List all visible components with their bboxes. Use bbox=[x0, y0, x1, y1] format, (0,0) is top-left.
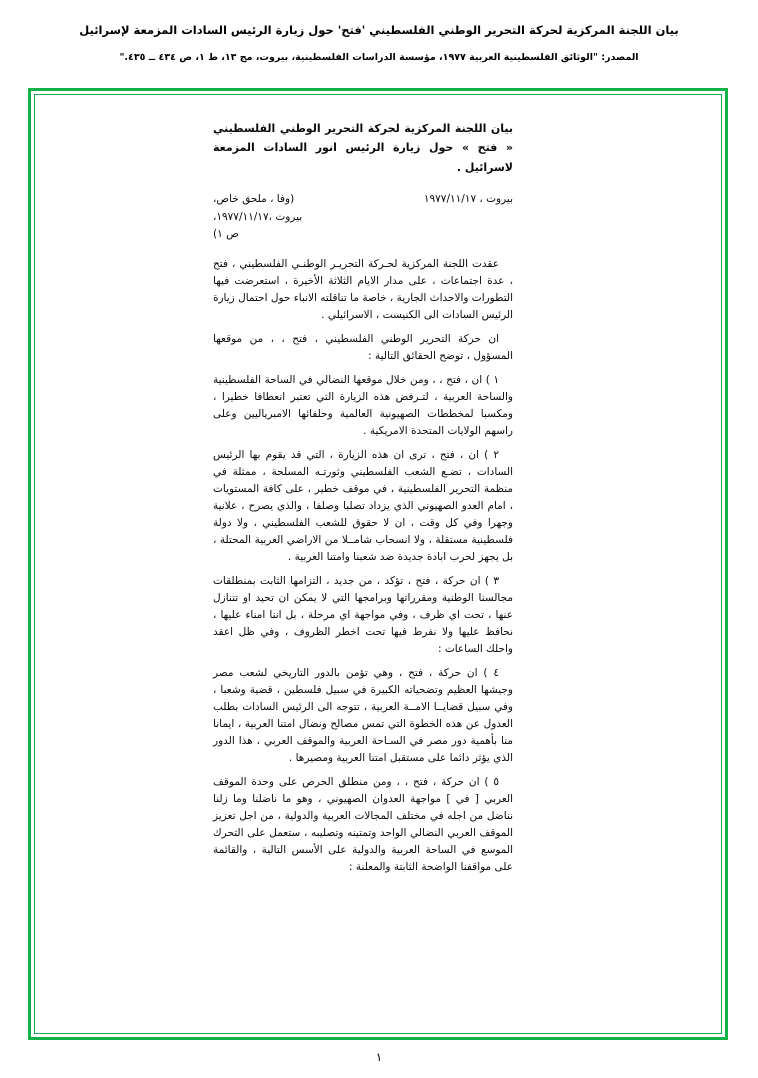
header-source: المصدر: "الوثائق الفلسطينية العربية ١٩٧٧، مؤسسة الدراسات الفلسطينية، بيروت، مج ١٣، ط ١، ص ٤٣٤ ــ ٤٣٥." bbox=[119, 52, 639, 64]
dateline-place-date: بيروت ، ١٩٧٧/١١/١٧ bbox=[423, 192, 513, 205]
paragraph: عقدت اللجنة المركزية لحـركة التحريـر الوطنـي الفلسطيني ، فتح ، عدة اجتماعات ، على مدار الايام الثلاثة الأخيرة ، استعرضت فيها التطورات والاحداث الجارية ، خاصة ما تناقلته الانباء حول احتمال زيارة الرئيس السادات الى الكنيست ، الاسرائيلي . bbox=[212, 258, 513, 322]
paragraph: ٤ ) ان حركة ، فتح ، وهي تؤمن بالدور التاريخي لشعب مصر وجيشها العظيم وتضحياته الكبيرة في سبيل فلسطين ، قضية وشعبا ، وفي سبيل قضايــا الامــة العربية ، تتوجه الى الرئيس السادات بطلب العدول عن هذه الخطوة التي تمس مصالح ونضال امتنا العربية ، ايمانا منا بأهمية دور مصر في السـاحة العربية والموقف العربي ، هذا الدور الذي يؤثر دائما على مستقبل امتنا العربية ومصيرها . bbox=[213, 667, 513, 765]
paragraph: ٢ ) ان ، فتح ، ترى ان هذه الزيارة ، التي قد يقوم بها الرئيس السادات ، تضـع الشعب الفلسطيني وثورتـه المسلحة ، ممثلة في منظمة التحرير الفلسطينية ، في موقف خطير ، على كافة المستويات ، امام العدو الصهيوني الذي يزداد تصلبا وصلفا ، والذي يصرح ، علانية وجهرا وفي كل وقت ، ان لا حقوق للشعب الفلسطيني ، ولا دولة فلسطينية مستقلة ، ولا انسحاب شامــلا من الاراضي العربية المحتلة ، بل يجهز لحرب ابادة جديدة ضد شعبنا وامتنا العربية . bbox=[213, 449, 513, 564]
text-column bbox=[213, 119, 513, 876]
page-number: ١ bbox=[375, 1050, 383, 1064]
dateline-source-line-3: ص ١) bbox=[213, 228, 239, 241]
document-header bbox=[0, 0, 758, 63]
paragraph: ٣ ) ان حركة ، فتح ، تؤكد ، من جديد ، التزامها الثابت بمنطلقات مجالسنا الوطنية ومقرراتها وبرامجها التي لا يمكن ان تحيد او تتنازل عنها ، تحت اي ظرف ، وفي مواجهة اي مرحلة ، بل اننا امناء عليها ، نحافظ عليها ولا نفرط فيها تحت اخطر الظروف ، وفي ظل اعقد واحلك الساعات : bbox=[213, 575, 513, 656]
document-content bbox=[31, 91, 731, 1037]
header-title: بيان اللجنة المركزية لحركة التحرير الوطني الفلسطيني 'فتح' حول زيارة الرئيس السادات المزمعة لإسرائيل bbox=[79, 23, 679, 37]
paragraph: ٥ ) ان حركة ، فتح ، ، ومن منطلق الحرص على وحدة الموقف العربي [ في ] مواجهة العدوان الصهيوني ، وهو ما ناضلنا وما زلنا نناضل من اجله في مختلف المجالات العربية والدولية ، من اجل تعزيز الموقف العربي النضالي الواحد وتمتينه وتصليبه ، ستعمل على التحرك الموسع في الساحة العربية والدولية على الأسس التالية ، والقائمة على مواقفنا الواضحة الثابتة والمعلنة : bbox=[213, 776, 513, 874]
paragraph: ان حركة التحرير الوطني الفلسطيني ، فتح ، ، من موقعها المسؤول ، توضح الحقائق التالية : bbox=[213, 333, 513, 363]
dateline-block bbox=[213, 191, 513, 245]
paragraph: ١ ) ان ، فتح ، ، ومن خلال موقعها النضالي في الساحة الفلسطينية والساحة العربية ، لتـرفض هذه الزيارة التي تعتبر انعطافا خطيرا ، ومكسبا لمخططات الصهيونية العالمية وحلفائها الامبرياليين وعلى راسهم الولايات المتحدة الامريكية . bbox=[213, 374, 513, 438]
dateline-source-line-1: (وفا ، ملحق خاص، bbox=[213, 192, 295, 205]
document-headline: بيان اللجنة المركزية لحركة التحرير الوطني الفلسطيني « فتح » حول زيارة الرئيس انور السادات المزمعة لاسرائيل . bbox=[213, 122, 513, 174]
dateline-source-line-2: بيروت ،١٩٧٧/١١/١٧، bbox=[213, 210, 303, 223]
green-border-frame bbox=[28, 88, 728, 1040]
